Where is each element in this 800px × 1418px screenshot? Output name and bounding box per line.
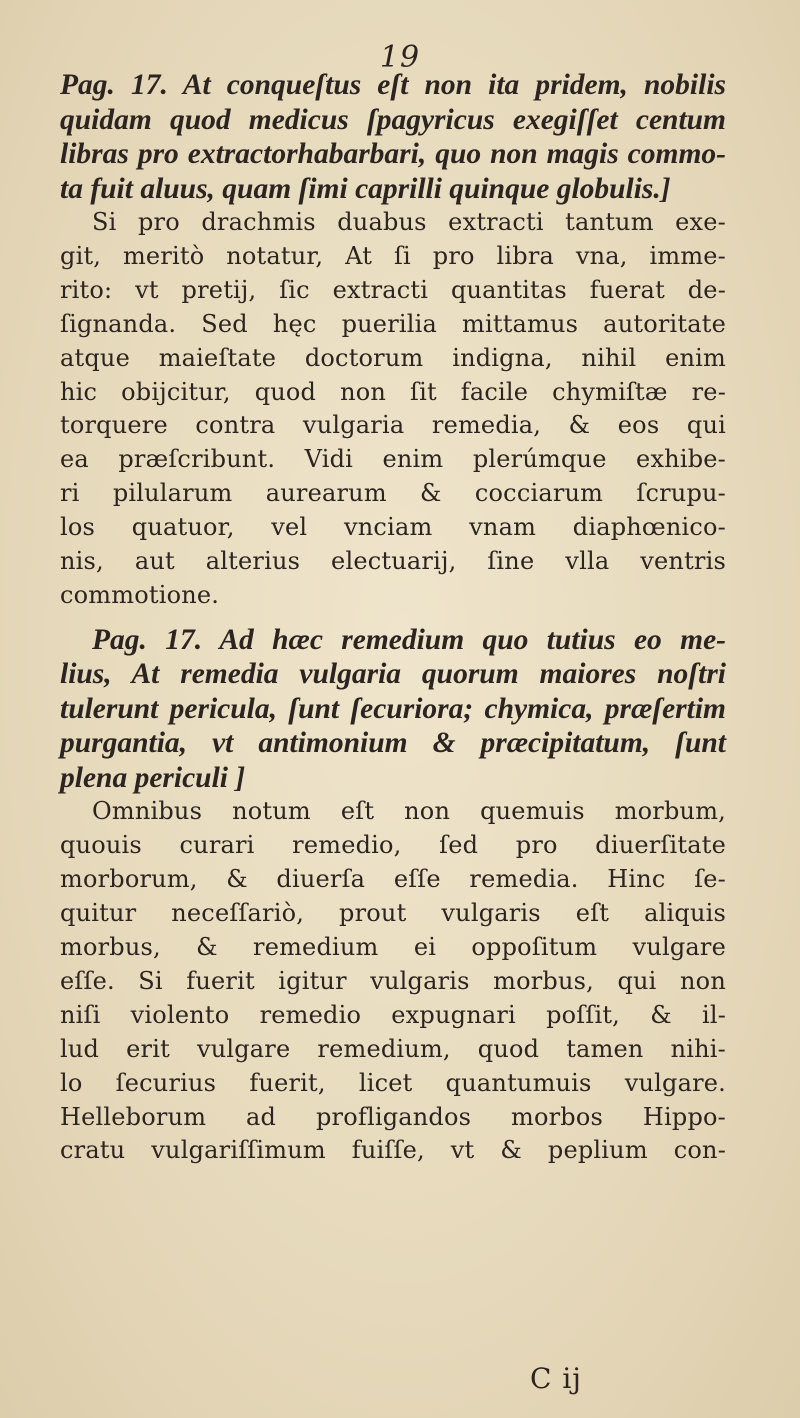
text-line: hic obijcitur, quod non ſit facile chymiſtæ re-: [60, 377, 726, 406]
text-line: lud erit vulgare remedium, quod tamen nihi-: [60, 1034, 726, 1063]
text-line: rito: vt pretij, ſic extracti quantitas fuerat de-: [60, 275, 726, 304]
text-line: ta fuit aluus, quam ſimi caprilli quinque globulis.]: [60, 172, 671, 205]
text-line: lo ſecurius fuerit, licet quantumuis vulgare.: [60, 1068, 726, 1097]
text-line: plena periculi ]: [60, 761, 246, 794]
text-line: morborum, & diuerſa eſſe remedia. Hinc ſe-: [60, 865, 726, 894]
text-line: quidam quod medicus ſpagyricus exegiſſet centum: [60, 103, 726, 136]
text-line: lius, At remedia vulgaria quorum maiores noſtri: [60, 658, 726, 691]
text-line: los quatuor, vel vnciam vnam diaphœnico-: [60, 513, 726, 542]
text-line: niſi violento remedio expugnari poſſit, & il-: [60, 1000, 726, 1029]
text-line: nis, aut alterius electuarij, ſine vlla ventris: [60, 547, 726, 576]
text-line: Pag. 17. Ad hæc remedium quo tutius eo me-: [92, 623, 726, 656]
text-line: ri pilularum aurearum & cocciarum ſcrupu-: [60, 479, 726, 508]
text-line: Helleborum ad profligandos morbos Hippo-: [60, 1102, 726, 1131]
text-line: atque maieſtate doctorum indigna, nihil enim: [60, 343, 726, 372]
text-line: Pag. 17. At conqueſtus eſt non ita pridem, nobilis: [60, 69, 726, 101]
quote-paragraph-2: [60, 623, 726, 796]
text-line: quitur neceſſariò, prout vulgaris eſt aliquis: [60, 899, 726, 928]
text-line: cratu vulgariſſimum fuiſſe, vt & peplium con-: [60, 1136, 726, 1165]
text-line: quouis curari remedio, ſed pro diuerſitate: [60, 831, 726, 860]
text-line: ſignanda. Sed hęc puerilia mittamus autoritate: [60, 309, 726, 338]
text-paragraph-1: [60, 206, 726, 613]
text-line: eſſe. Si fuerit igitur vulgaris morbus, qui non: [60, 966, 726, 995]
text-line: Omnibus notum eſt non quemuis morbum,: [92, 797, 726, 826]
text-line: morbus, & remedium ei oppoſitum vulgare: [60, 933, 726, 961]
quote-paragraph-1: [60, 68, 726, 206]
body-text: [60, 68, 726, 1168]
text-paragraph-2: [60, 795, 726, 1168]
text-line: commotione.: [60, 580, 220, 609]
text-line: torquere contra vulgaria remedia, & eos qui: [60, 411, 726, 440]
text-line: purgantia, vt antimonium & præcipitatum, ſunt: [60, 727, 726, 760]
text-line: Si pro drachmis duabus extracti tantum exe-: [92, 208, 726, 236]
text-line: git, meritò notatur, At ſi pro libra vna, imme-: [60, 241, 726, 270]
text-line: ea præſcribunt. Vidi enim plerúmque exhibe-: [60, 445, 726, 474]
signature-mark: C ij: [530, 1362, 582, 1395]
text-line: tulerunt pericula, ſunt ſecuriora; chymica, præſertim: [60, 692, 726, 725]
text-line: libras pro extractorhabarbari, quo non magis commo-: [60, 138, 726, 170]
page-number: 19: [379, 40, 421, 75]
